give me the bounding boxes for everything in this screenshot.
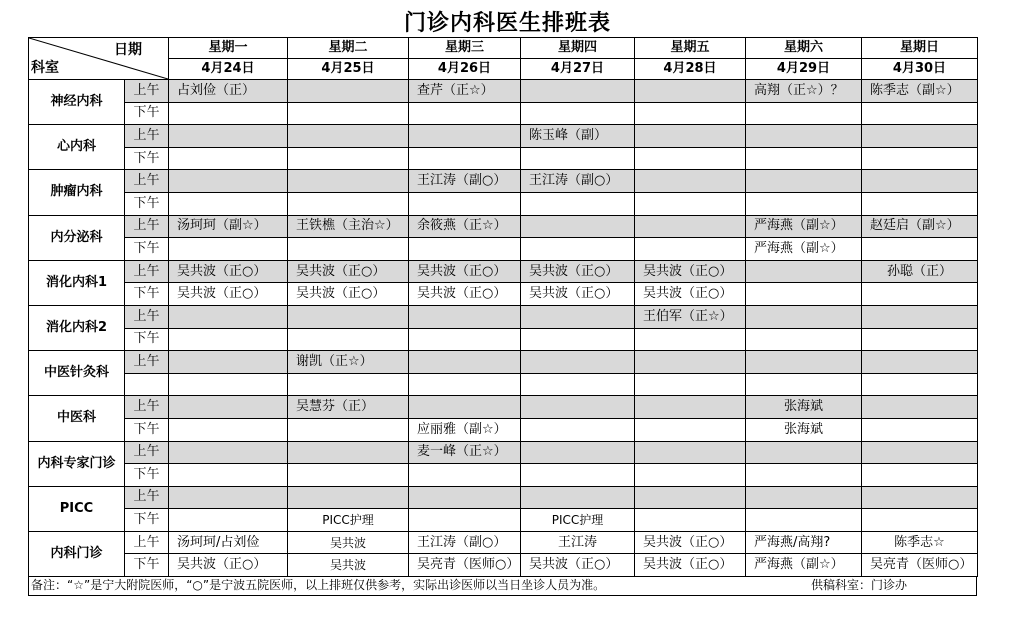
schedule-row-pm xyxy=(29,238,978,261)
schedule-row-am xyxy=(29,486,978,509)
header-row-date xyxy=(29,59,978,80)
schedule-cell xyxy=(862,125,978,148)
schedule-cell xyxy=(862,192,978,215)
weekday-header: 星期五 xyxy=(635,38,746,59)
schedule-cell: 严海燕（副☆） xyxy=(746,554,862,577)
schedule-cell xyxy=(521,305,635,328)
schedule-row-pm xyxy=(29,509,978,532)
schedule-cell xyxy=(521,192,635,215)
schedule-cell xyxy=(862,464,978,487)
date-header: 4月28日 xyxy=(635,59,746,80)
schedule-cell: 吴共波（正○） xyxy=(521,283,635,306)
period-label: 下午 xyxy=(125,147,169,170)
schedule-cell: 应丽雅（副☆） xyxy=(409,418,521,441)
schedule-cell xyxy=(635,147,746,170)
header-row-weekday xyxy=(29,38,978,59)
schedule-row-pm xyxy=(29,418,978,441)
page-title: 门诊内科医生排班表 xyxy=(403,11,611,36)
schedule-cell xyxy=(169,305,288,328)
schedule-row-am xyxy=(29,170,978,193)
schedule-cell: 吴共波（正○） xyxy=(635,260,746,283)
department-name: 神经内科 xyxy=(29,80,125,125)
schedule-cell xyxy=(521,147,635,170)
schedule-cell xyxy=(169,328,288,351)
schedule-cell: 吴共波（正○） xyxy=(169,283,288,306)
schedule-cell xyxy=(409,351,521,374)
schedule-cell: 吴亮青（医师○） xyxy=(862,554,978,577)
date-label: 日期 xyxy=(114,42,142,58)
period-label: 下午 xyxy=(125,509,169,532)
schedule-cell: 严海燕/高翔? xyxy=(746,531,862,554)
schedule-cell xyxy=(409,396,521,419)
schedule-cell xyxy=(746,509,862,532)
schedule-cell xyxy=(521,373,635,396)
schedule-cell: 张海斌 xyxy=(746,418,862,441)
weekday-header: 星期二 xyxy=(288,38,409,59)
period-label: 上午 xyxy=(125,396,169,419)
schedule-cell xyxy=(746,464,862,487)
schedule-cell xyxy=(746,328,862,351)
schedule-cell: 陈玉峰（副） xyxy=(521,125,635,148)
schedule-row-am xyxy=(29,260,978,283)
schedule-cell xyxy=(409,328,521,351)
schedule-cell xyxy=(169,396,288,419)
schedule-cell: 王江涛（副○） xyxy=(409,170,521,193)
schedule-row-pm xyxy=(29,328,978,351)
schedule-cell xyxy=(521,351,635,374)
schedule-cell xyxy=(635,192,746,215)
schedule-cell xyxy=(521,238,635,261)
schedule-cell: 谢凯（正☆） xyxy=(288,351,409,374)
schedule-cell xyxy=(635,373,746,396)
period-label: 下午 xyxy=(125,464,169,487)
schedule-cell xyxy=(862,147,978,170)
schedule-cell xyxy=(409,147,521,170)
schedule-cell xyxy=(169,373,288,396)
schedule-cell xyxy=(746,102,862,125)
schedule-cell: 严海燕（副☆） xyxy=(746,215,862,238)
schedule-cell xyxy=(635,125,746,148)
schedule-cell: 陈季志（副☆） xyxy=(862,80,978,103)
schedule-cell xyxy=(862,441,978,464)
schedule-cell xyxy=(521,215,635,238)
period-label: 上午 xyxy=(125,80,169,103)
schedule-cell xyxy=(169,418,288,441)
schedule-cell xyxy=(746,170,862,193)
schedule-row-am xyxy=(29,305,978,328)
schedule-cell xyxy=(746,373,862,396)
period-label: 上午 xyxy=(125,441,169,464)
date-header: 4月30日 xyxy=(862,59,978,80)
schedule-row-pm xyxy=(29,373,978,396)
period-label: 上午 xyxy=(125,215,169,238)
schedule-cell: 吴共波（正○） xyxy=(521,260,635,283)
schedule-cell xyxy=(746,351,862,374)
weekday-header: 星期三 xyxy=(409,38,521,59)
supplier-text: 供稿科室：门诊办 xyxy=(811,578,908,592)
schedule-cell xyxy=(521,418,635,441)
schedule-cell: 吴共波（正○） xyxy=(169,554,288,577)
schedule-cell xyxy=(521,328,635,351)
schedule-cell: 王江涛（副○） xyxy=(409,531,521,554)
schedule-cell xyxy=(288,170,409,193)
department-name: 内科门诊 xyxy=(29,531,125,576)
schedule-cell xyxy=(409,102,521,125)
date-header: 4月26日 xyxy=(409,59,521,80)
schedule-cell xyxy=(746,283,862,306)
schedule-row-pm xyxy=(29,464,978,487)
schedule-cell: 吴亮青（医师○） xyxy=(409,554,521,577)
schedule-cell: 吴共波（正○） xyxy=(409,283,521,306)
weekday-header: 星期四 xyxy=(521,38,635,59)
schedule-cell: 孙聪（正） xyxy=(862,260,978,283)
period-label: 上午 xyxy=(125,170,169,193)
schedule-cell: 张海斌 xyxy=(746,396,862,419)
schedule-cell xyxy=(746,192,862,215)
weekday-header: 星期日 xyxy=(862,38,978,59)
schedule-cell xyxy=(288,441,409,464)
schedule-row-am xyxy=(29,80,978,103)
schedule-row-am xyxy=(29,441,978,464)
schedule-cell xyxy=(288,305,409,328)
schedule-cell xyxy=(169,125,288,148)
schedule-cell: 吴共波（正○） xyxy=(288,260,409,283)
schedule-cell xyxy=(862,283,978,306)
schedule-table xyxy=(28,37,978,577)
schedule-cell xyxy=(409,125,521,148)
schedule-cell: 吴共波（正○） xyxy=(635,283,746,306)
schedule-cell xyxy=(635,441,746,464)
schedule-cell: 汤珂珂（副☆） xyxy=(169,215,288,238)
schedule-cell xyxy=(521,486,635,509)
period-label: 上午 xyxy=(125,531,169,554)
period-label: 下午 xyxy=(125,328,169,351)
schedule-cell xyxy=(746,486,862,509)
schedule-row-am xyxy=(29,396,978,419)
department-name: 内分泌科 xyxy=(29,215,125,260)
schedule-cell: 吴共波（正○） xyxy=(521,554,635,577)
schedule-cell xyxy=(169,147,288,170)
schedule-cell xyxy=(288,147,409,170)
schedule-cell: 王江涛 xyxy=(521,531,635,554)
period-label: 下午 xyxy=(125,102,169,125)
schedule-cell: 严海燕（副☆） xyxy=(746,238,862,261)
schedule-cell: PICC护理 xyxy=(521,509,635,532)
schedule-cell: 王伯军（正☆） xyxy=(635,305,746,328)
schedule-cell xyxy=(862,238,978,261)
schedule-cell: 余筱燕（正☆） xyxy=(409,215,521,238)
schedule-cell: 吴共波（正○） xyxy=(169,260,288,283)
header-corner xyxy=(29,38,169,80)
schedule-cell xyxy=(635,418,746,441)
period-label xyxy=(125,373,169,396)
schedule-cell xyxy=(862,328,978,351)
schedule-cell xyxy=(862,418,978,441)
schedule-row-pm xyxy=(29,147,978,170)
schedule-cell xyxy=(635,396,746,419)
schedule-cell xyxy=(635,351,746,374)
schedule-cell xyxy=(169,441,288,464)
dept-label: 科室 xyxy=(31,60,59,76)
schedule-cell xyxy=(862,351,978,374)
schedule-cell xyxy=(521,80,635,103)
weekday-header: 星期六 xyxy=(746,38,862,59)
schedule-cell xyxy=(169,102,288,125)
period-label: 上午 xyxy=(125,486,169,509)
date-header: 4月27日 xyxy=(521,59,635,80)
schedule-cell xyxy=(288,373,409,396)
schedule-cell xyxy=(409,305,521,328)
schedule-cell xyxy=(862,102,978,125)
schedule-cell xyxy=(288,238,409,261)
schedule-row-pm xyxy=(29,192,978,215)
period-label: 上午 xyxy=(125,351,169,374)
schedule-cell: 吴共波（正○） xyxy=(635,531,746,554)
schedule-cell xyxy=(746,441,862,464)
schedule-cell xyxy=(169,170,288,193)
schedule-row-am xyxy=(29,215,978,238)
schedule-cell xyxy=(288,102,409,125)
schedule-cell: 查芹（正☆） xyxy=(409,80,521,103)
schedule-cell xyxy=(635,215,746,238)
period-label: 上午 xyxy=(125,305,169,328)
schedule-cell xyxy=(288,486,409,509)
schedule-cell xyxy=(521,464,635,487)
schedule-cell xyxy=(746,147,862,170)
schedule-cell: 占刘俭（正） xyxy=(169,80,288,103)
schedule-cell: 吴共波（正○） xyxy=(409,260,521,283)
schedule-cell xyxy=(635,170,746,193)
schedule-cell xyxy=(635,509,746,532)
schedule-cell xyxy=(746,125,862,148)
period-label: 下午 xyxy=(125,283,169,306)
schedule-cell xyxy=(862,509,978,532)
schedule-row-am xyxy=(29,125,978,148)
schedule-cell xyxy=(635,464,746,487)
period-label: 下午 xyxy=(125,554,169,577)
schedule-cell: 麦一峰（正☆） xyxy=(409,441,521,464)
schedule-body xyxy=(29,38,978,577)
schedule-cell xyxy=(288,418,409,441)
schedule-cell xyxy=(409,192,521,215)
schedule-cell xyxy=(862,396,978,419)
schedule-row-pm xyxy=(29,283,978,306)
schedule-cell: 吴慧芬（正） xyxy=(288,396,409,419)
period-label: 下午 xyxy=(125,418,169,441)
schedule-cell xyxy=(635,102,746,125)
schedule-cell xyxy=(169,464,288,487)
schedule-cell xyxy=(169,192,288,215)
department-name: PICC xyxy=(29,486,125,531)
schedule-cell xyxy=(409,464,521,487)
schedule-cell xyxy=(746,260,862,283)
schedule-cell xyxy=(862,373,978,396)
period-label: 上午 xyxy=(125,260,169,283)
schedule-cell: 陈季志☆ xyxy=(862,531,978,554)
footer-note xyxy=(28,576,977,596)
schedule-cell xyxy=(169,486,288,509)
schedule-cell xyxy=(288,125,409,148)
schedule-cell xyxy=(635,486,746,509)
department-name: 肿瘤内科 xyxy=(29,170,125,215)
schedule-cell: 赵廷启（副☆） xyxy=(862,215,978,238)
schedule-cell: 高翔（正☆）？ xyxy=(746,80,862,103)
department-name: 中医科 xyxy=(29,396,125,441)
period-label: 下午 xyxy=(125,192,169,215)
period-label: 上午 xyxy=(125,125,169,148)
date-header: 4月24日 xyxy=(169,59,288,80)
schedule-cell xyxy=(288,464,409,487)
department-name: 中医针灸科 xyxy=(29,351,125,396)
schedule-cell xyxy=(288,328,409,351)
schedule-cell xyxy=(288,192,409,215)
schedule-cell: 吴共波 xyxy=(288,531,409,554)
schedule-cell xyxy=(409,373,521,396)
schedule-cell xyxy=(746,305,862,328)
schedule-cell xyxy=(862,170,978,193)
schedule-cell xyxy=(635,80,746,103)
schedule-row-pm xyxy=(29,554,978,577)
schedule-cell xyxy=(169,509,288,532)
date-header: 4月25日 xyxy=(288,59,409,80)
schedule-cell xyxy=(409,486,521,509)
schedule-cell: 王铁樵（主治☆） xyxy=(288,215,409,238)
schedule-cell: 吴共波 xyxy=(288,554,409,577)
schedule-cell xyxy=(862,305,978,328)
schedule-cell: PICC护理 xyxy=(288,509,409,532)
schedule-row-pm xyxy=(29,102,978,125)
schedule-cell xyxy=(169,238,288,261)
schedule-cell xyxy=(635,238,746,261)
schedule-cell: 汤珂珂/占刘俭 xyxy=(169,531,288,554)
schedule-cell xyxy=(521,441,635,464)
schedule-row-am xyxy=(29,531,978,554)
schedule-cell xyxy=(521,102,635,125)
schedule-cell xyxy=(409,509,521,532)
weekday-header: 星期一 xyxy=(169,38,288,59)
schedule-cell xyxy=(862,486,978,509)
schedule-cell: 王江涛（副○） xyxy=(521,170,635,193)
department-name: 内科专家门诊 xyxy=(29,441,125,486)
department-name: 心内科 xyxy=(29,125,125,170)
schedule-row-am xyxy=(29,351,978,374)
schedule-cell xyxy=(635,328,746,351)
date-header: 4月29日 xyxy=(746,59,862,80)
schedule-cell xyxy=(409,238,521,261)
schedule-cell: 吴共波（正○） xyxy=(288,283,409,306)
schedule-cell: 吴共波（正○） xyxy=(635,554,746,577)
schedule-cell xyxy=(521,396,635,419)
period-label: 下午 xyxy=(125,238,169,261)
schedule-cell xyxy=(288,80,409,103)
department-name: 消化内科1 xyxy=(29,260,125,305)
department-name: 消化内科2 xyxy=(29,305,125,350)
schedule-cell xyxy=(169,351,288,374)
remark-text: 备注：“☆”是宁大附院医师，“○”是宁波五院医师，以上排班仅供参考，实际出诊医师以当日坐诊人员为准。 xyxy=(31,578,606,592)
